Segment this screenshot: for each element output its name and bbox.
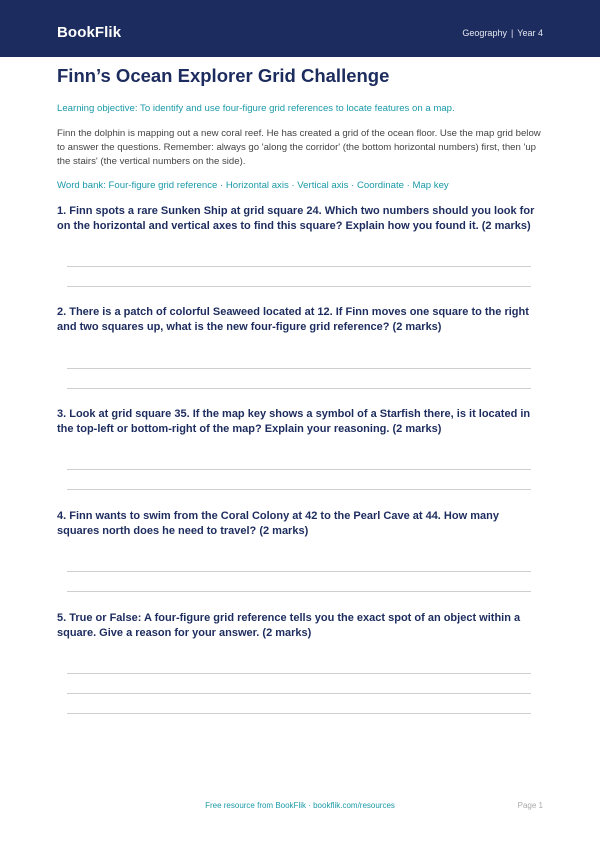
header-bar xyxy=(0,0,600,57)
question-text: 4. Finn wants to swim from the Coral Colony at 42 to the Pearl Cave at 44. How many squares north does he need to travel? (2 marks) xyxy=(57,510,499,537)
answer-line[interactable] xyxy=(67,388,531,389)
question-text: 2. There is a patch of colorful Seaweed located at 12. If Finn moves one square to the right and two squares up, what is the new four-figure grid reference? (2 marks) xyxy=(57,306,529,333)
answer-line[interactable] xyxy=(67,693,531,694)
meta-separator: | xyxy=(510,28,514,38)
question-text: 5. True or False: A four-figure grid reference tells you the exact spot of an object within a square. Give a reason for your answer. (2 marks) xyxy=(57,612,521,639)
answer-line[interactable] xyxy=(67,266,531,267)
question-5 xyxy=(57,611,543,721)
answer-line[interactable] xyxy=(67,713,531,714)
learning-objective: Learning objective: To identify and use four-figure grid references to locate features on a map. xyxy=(57,103,455,114)
subject-label: Geography xyxy=(462,28,507,38)
question-text: 3. Look at grid square 35. If the map key shows a symbol of a Starfish there, is it located in the top-left or bottom-right of the map? Explain your reasoning. (2 marks) xyxy=(57,408,531,435)
answer-line[interactable] xyxy=(67,286,531,287)
answer-line[interactable] xyxy=(67,469,531,470)
word-bank: Word bank: Four-figure grid reference · Horizontal axis · Vertical axis · Coordinate · Map key xyxy=(57,180,449,191)
footer xyxy=(0,801,600,815)
answer-line[interactable] xyxy=(67,591,531,592)
page-number: Page 1 xyxy=(517,801,543,810)
answer-line[interactable] xyxy=(67,571,531,572)
brand-logo[interactable]: BookFlik xyxy=(57,24,122,41)
question-1 xyxy=(57,204,543,294)
answer-line[interactable] xyxy=(67,368,531,369)
answer-line[interactable] xyxy=(67,673,531,674)
question-2 xyxy=(57,305,543,395)
question-3 xyxy=(57,407,543,497)
intro-paragraph: Finn the dolphin is mapping out a new coral reef. He has created a grid of the ocean floor. Use the map grid below to answer the questions. Remember: always go 'along the corridor' (the bottom horizontal numbers) first, then 'up the stairs' (the vertical numbers on the side). xyxy=(57,128,541,167)
subject-meta xyxy=(462,28,543,38)
page-title: Finn’s Ocean Explorer Grid Challenge xyxy=(57,65,390,86)
footer-resource-link[interactable]: Free resource from BookFlik · bookflik.com/resources xyxy=(205,801,395,810)
question-text: 1. Finn spots a rare Sunken Ship at grid square 24. Which two numbers should you look for on the horizontal and vertical axes to find this square? Explain how you found it. (2 marks) xyxy=(57,205,535,232)
answer-line[interactable] xyxy=(67,489,531,490)
question-4 xyxy=(57,509,543,599)
worksheet-intro xyxy=(57,65,543,192)
year-label: Year 4 xyxy=(517,28,543,38)
